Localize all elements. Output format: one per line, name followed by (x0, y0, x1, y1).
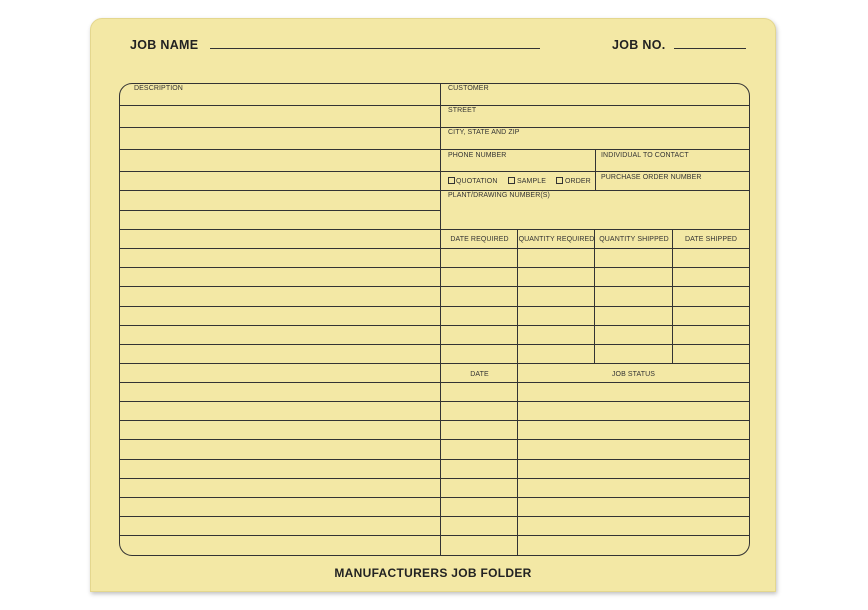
customer-line (441, 105, 749, 106)
status-rule (441, 382, 749, 383)
description-rule (120, 267, 440, 268)
street-line (441, 127, 749, 128)
description-label: DESCRIPTION (134, 85, 183, 92)
description-rule (120, 105, 440, 106)
quotation-checkbox[interactable] (448, 177, 455, 184)
description-rule (120, 439, 440, 440)
sample-checkbox[interactable] (508, 177, 515, 184)
order-label: ORDER (565, 178, 591, 185)
date-required-header: DATE REQUIRED (450, 236, 509, 243)
description-rule (120, 497, 440, 498)
description-rule (120, 127, 440, 128)
job-name-label: JOB NAME (130, 38, 199, 52)
description-rule (120, 149, 440, 150)
shipping-rule (441, 267, 749, 268)
description-rule (120, 478, 440, 479)
contact-divider (595, 150, 596, 190)
description-rule (120, 382, 440, 383)
order-checkbox[interactable] (556, 177, 563, 184)
description-rule (120, 306, 440, 307)
shipping-rule (441, 344, 749, 345)
quantity-shipped-header: QUANTITY SHIPPED (599, 236, 669, 243)
purchase-order-label: PURCHASE ORDER NUMBER (601, 174, 702, 181)
shipping-rule (441, 325, 749, 326)
description-rule (120, 190, 440, 191)
date-header: DATE (470, 371, 489, 378)
status-rule (441, 459, 749, 460)
description-rule (120, 516, 440, 517)
status-rule (441, 439, 749, 440)
description-rule (120, 210, 440, 211)
description-rule (120, 459, 440, 460)
sample-label: SAMPLE (517, 178, 546, 185)
shipping-rule (441, 363, 749, 364)
status-rule (441, 401, 749, 402)
status-rule (441, 478, 749, 479)
description-rule (120, 535, 440, 536)
job-status-header: JOB STATUS (611, 371, 656, 378)
description-rule (120, 286, 440, 287)
quantity-required-header: QUANTITY REQUIRED (518, 236, 595, 243)
description-rule (120, 401, 440, 402)
description-rule (120, 248, 440, 249)
status-rule (441, 535, 749, 536)
city-label: CITY, STATE AND ZIP (448, 129, 520, 136)
date-shipped-header: DATE SHIPPED (684, 236, 738, 243)
phone-line (441, 171, 595, 172)
street-label: STREET (448, 107, 477, 114)
description-rule (120, 420, 440, 421)
main-divider (440, 84, 441, 555)
job-no-label: JOB NO. (612, 38, 666, 52)
customer-label: CUSTOMER (448, 85, 489, 92)
quotation-label: QUOTATION (456, 178, 498, 185)
phone-label: PHONE NUMBER (448, 152, 507, 159)
description-rule (120, 229, 440, 230)
description-rule (120, 363, 440, 364)
description-rule (120, 325, 440, 326)
status-rule (441, 420, 749, 421)
contact-line (595, 171, 749, 172)
folder-title: MANUFACTURERS JOB FOLDER (334, 566, 532, 580)
job-name-field[interactable] (210, 48, 540, 49)
description-rule (120, 344, 440, 345)
job-no-field[interactable] (674, 48, 746, 49)
status-rule (441, 497, 749, 498)
order-type-line (441, 190, 749, 191)
contact-label: INDIVIDUAL TO CONTACT (601, 152, 689, 159)
status-rule (441, 516, 749, 517)
plant-label: PLANT/DRAWING NUMBER(S) (448, 192, 550, 199)
shipping-rule (441, 248, 749, 249)
description-rule (120, 171, 440, 172)
shipping-rule (441, 286, 749, 287)
shipping-rule (441, 306, 749, 307)
